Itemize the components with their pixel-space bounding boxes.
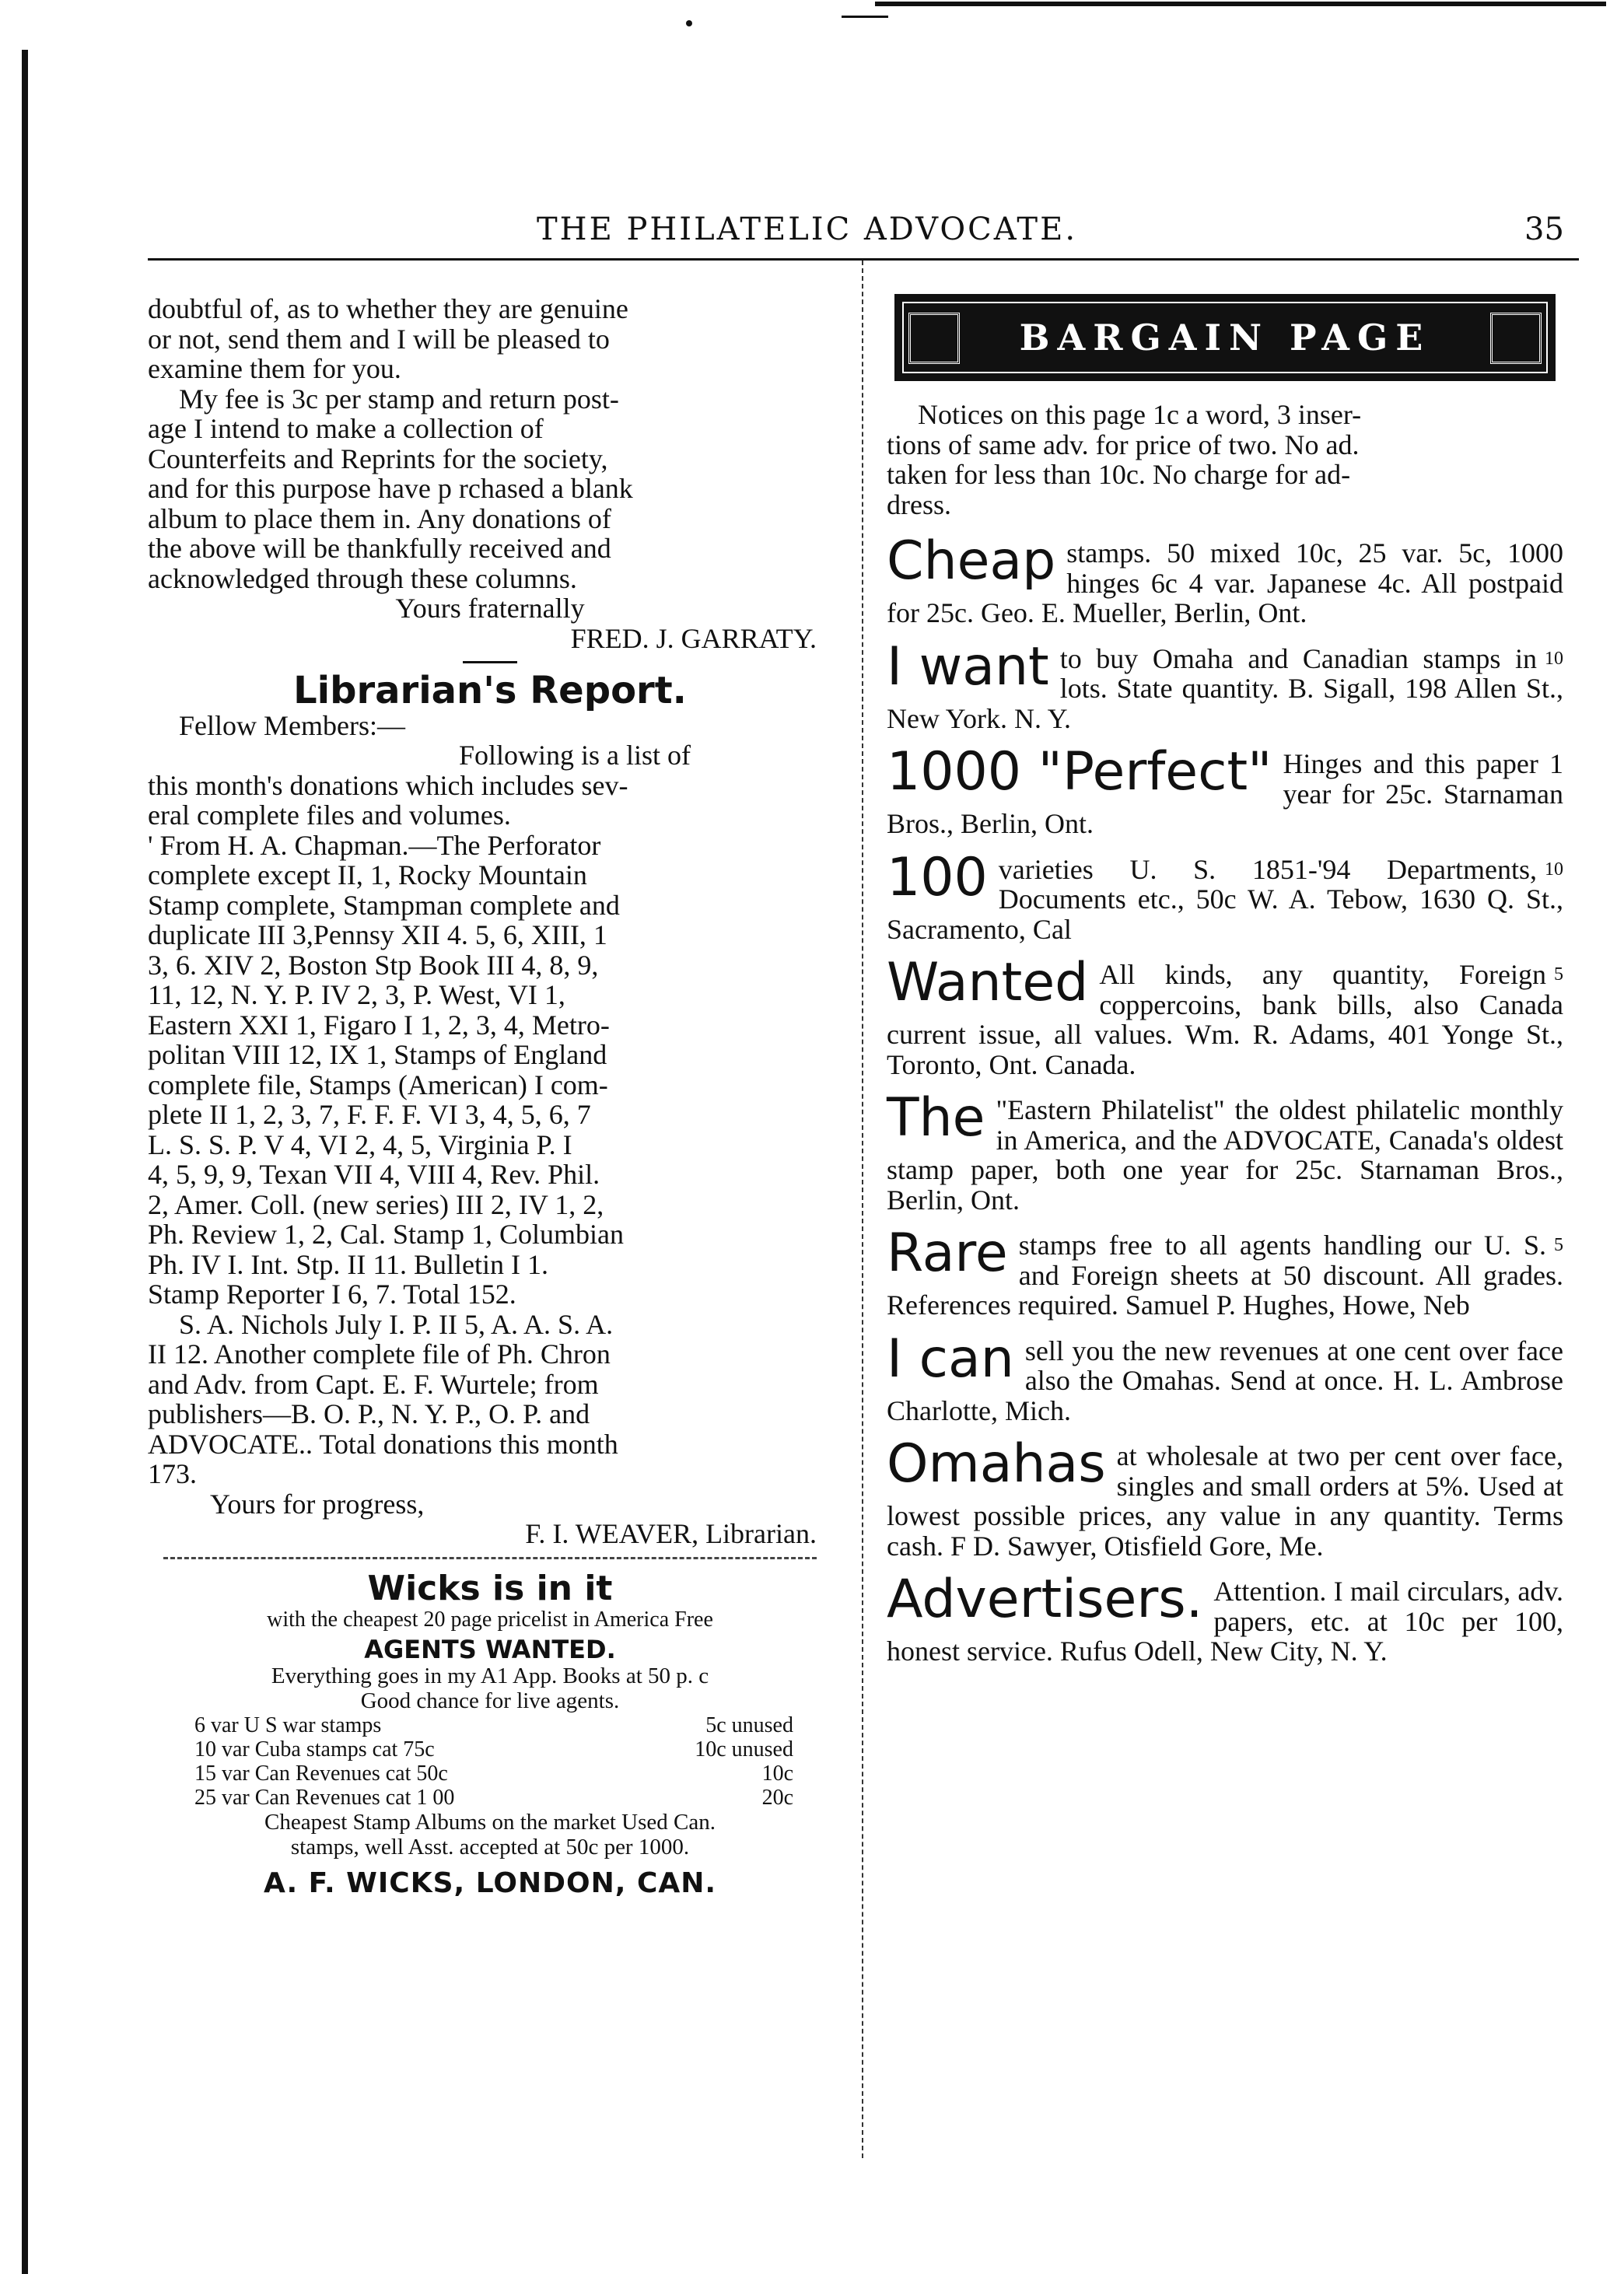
classified-ad bbox=[887, 1569, 1563, 1667]
classified-ad bbox=[887, 1328, 1563, 1426]
ad-mark: 10 bbox=[1545, 648, 1563, 669]
ad-lead-word: Omahas bbox=[887, 1433, 1106, 1495]
price-value: 5c unused bbox=[705, 1712, 793, 1737]
text-line: complete file, Stamps (American) I com- bbox=[148, 1069, 608, 1100]
wicks-line: Everything goes in my A1 App. Books at 50 p. c bbox=[271, 1663, 709, 1688]
closing: Yours fraternally bbox=[395, 593, 585, 624]
classified-ad bbox=[887, 952, 1563, 1080]
classified-ad bbox=[887, 1087, 1563, 1216]
ad-text: to buy Omaha and Canadian stamps in lots. State quantity. B. Sigall, 198 Allen St., New York. N. Y. bbox=[887, 642, 1563, 734]
ad-text: stamps free to all agents handling our U. S. and Foreign sheets at 50 discount. All grades. References required. Samuel P. Hughes, Howe, Neb bbox=[887, 1230, 1563, 1321]
text-line: publishers—B. O. P., N. Y. P., O. P. and bbox=[148, 1398, 590, 1429]
text-line: album to place them in. Any donations of bbox=[148, 502, 611, 534]
ad-mark: 10 bbox=[1545, 859, 1563, 880]
classified-ad bbox=[887, 635, 1563, 734]
wicks-title: Wicks is in it bbox=[367, 1568, 613, 1608]
classified-ad bbox=[887, 846, 1563, 945]
ad-mark: 5 bbox=[1554, 1235, 1563, 1255]
print-mark bbox=[842, 16, 888, 18]
price-row bbox=[148, 1786, 832, 1810]
wicks-line: Good chance for live agents. bbox=[360, 1688, 620, 1713]
ad-lead-word: The bbox=[887, 1087, 985, 1149]
text-line: the above will be thankfully received and bbox=[148, 533, 611, 564]
wicks-footer: stamps, well Asst. accepted at 50c per 1000. bbox=[290, 1834, 690, 1859]
price-item: 25 var Can Revenues cat 1 00 bbox=[194, 1785, 455, 1810]
librarian-body bbox=[148, 740, 832, 1489]
text-line: and for this purpose have p rchased a blank bbox=[148, 473, 633, 504]
text-line: dress. bbox=[887, 488, 951, 520]
ad-text: at wholesale at two per cent over face, singles and small orders at 5%. Used at lowest possible prices, any value in any quantity. Terms cash. F D. Sawyer, Otisfield Gore, Me. bbox=[887, 1440, 1563, 1562]
text-line: complete except II, 1, Rocky Mountain bbox=[148, 859, 587, 890]
price-value: 20c bbox=[761, 1785, 793, 1810]
text-line: ADVOCATE.. Total donations this month bbox=[148, 1428, 618, 1460]
text-line: 4, 5, 9, 9, Texan VII 4, VIII 4, Rev. Phil. bbox=[148, 1159, 600, 1190]
price-row bbox=[148, 1713, 832, 1737]
ad-text: varieties U. S. 1851-'94 Departments, Documents etc., 50c W. A. Tebow, 1630 Q. St., Sacramento, Cal bbox=[887, 853, 1563, 945]
ad-lead-word: Cheap bbox=[887, 530, 1056, 592]
intro-paragraph bbox=[148, 294, 832, 384]
text-line: My fee is 3c per stamp and return post- bbox=[179, 383, 619, 415]
text-line: Stamp Reporter I 6, 7. Total 152. bbox=[148, 1279, 516, 1310]
text-line: age I intend to make a collection of bbox=[148, 413, 544, 444]
wicks-advertisement bbox=[148, 1570, 832, 1899]
wicks-subtitle: with the cheapest 20 page pricelist in America Free bbox=[267, 1607, 713, 1632]
fee-paragraph bbox=[148, 384, 832, 594]
banner-text: BARGAIN PAGE bbox=[1019, 316, 1431, 359]
text-line: 3, 6. XIV 2, Boston Stp Book III 4, 8, 9, bbox=[148, 949, 599, 981]
ad-mark: 5 bbox=[1554, 964, 1563, 985]
classified-ad bbox=[887, 1433, 1563, 1562]
text-line: ' From H. A. Chapman.—The Perforator bbox=[148, 829, 601, 861]
text-line: politan VIII 12, IX 1, Stamps of England bbox=[148, 1039, 607, 1070]
section-rule bbox=[463, 661, 517, 663]
ornament-icon bbox=[908, 313, 960, 364]
text-line: 173. bbox=[148, 1458, 197, 1489]
left-margin-rule bbox=[22, 50, 28, 2274]
top-rule bbox=[875, 2, 1606, 6]
text-line: 11, 12, N. Y. P. IV 2, 3, P. West, VI 1, bbox=[148, 979, 565, 1010]
text-line: plete II 1, 2, 3, 7, F. F. F. VI 3, 4, 5, 6, 7 bbox=[148, 1099, 591, 1130]
price-value: 10c bbox=[761, 1761, 793, 1786]
ad-lead-word: I can bbox=[887, 1328, 1014, 1390]
ad-text: stamps. 50 mixed 10c, 25 var. 5c, 1000 hinges 6c 4 var. Japanese 4c. All postpaid for 25c. Geo. E. Mueller, Berlin, Ont. bbox=[887, 537, 1563, 628]
text-line: Stamp complete, Stampman complete and bbox=[148, 889, 620, 921]
ornament-icon bbox=[1490, 313, 1542, 364]
text-line: duplicate III 3,Pennsy XII 4. 5, 6, XIII, 1 bbox=[148, 919, 607, 950]
text-line: L. S. S. P. V 4, VI 2, 4, 5, Virginia P. I bbox=[148, 1128, 572, 1160]
column-divider bbox=[862, 261, 865, 2158]
text-line: doubtful of, as to whether they are genuine bbox=[148, 293, 628, 324]
librarian-report-title: Librarian's Report. bbox=[293, 669, 687, 712]
text-line: Counterfeits and Reprints for the society, bbox=[148, 443, 608, 474]
ad-text: Hinges and this paper 1 year for 25c. Starnaman Bros., Berlin, Ont. bbox=[887, 748, 1563, 839]
page-number: 35 bbox=[1524, 212, 1564, 247]
text-line: S. A. Nichols July I. P. II 5, A. A. S. A. bbox=[179, 1308, 614, 1340]
ad-lead-word: Advertisers. bbox=[887, 1569, 1203, 1630]
librarian-salutation: Fellow Members:— bbox=[179, 709, 405, 741]
text-line: Following is a list of bbox=[459, 740, 691, 771]
classified-ad bbox=[887, 1223, 1563, 1321]
price-item: 15 var Can Revenues cat 50c bbox=[194, 1761, 448, 1786]
text-line: acknowledged through these columns. bbox=[148, 562, 577, 594]
price-item: 6 var U S war stamps bbox=[194, 1712, 382, 1737]
ad-lead-word: I want bbox=[887, 635, 1049, 698]
classified-ad bbox=[887, 741, 1563, 839]
text-line: Ph. Review 1, 2, Cal. Stamp 1, Columbian bbox=[148, 1219, 624, 1250]
price-row bbox=[148, 1761, 832, 1786]
page-header-title: THE PHILATELIC ADVOCATE. bbox=[537, 212, 1078, 247]
agents-wanted: AGENTS WANTED. bbox=[364, 1634, 616, 1664]
signature: FRED. J. GARRATY. bbox=[570, 622, 817, 654]
right-column bbox=[887, 294, 1563, 1682]
librarian-signature: F. I. WEAVER, Librarian. bbox=[525, 1518, 817, 1549]
text-line: examine them for you. bbox=[148, 353, 401, 384]
text-line: taken for less than 10c. No charge for ad- bbox=[887, 459, 1351, 490]
ad-text: "Eastern Philatelist" the oldest philatelic monthly in America, and the ADVOCATE, Canada's oldest stamp paper, both one year for 25c. Starnaman Bros., Berlin, Ont. bbox=[887, 1094, 1563, 1216]
bargain-page-banner bbox=[894, 294, 1556, 381]
price-row bbox=[148, 1737, 832, 1761]
print-dot bbox=[686, 20, 692, 26]
text-line: Notices on this page 1c a word, 3 inser- bbox=[918, 399, 1362, 430]
ad-lead-word: Wanted bbox=[887, 952, 1089, 1013]
price-item: 10 var Cuba stamps cat 75c bbox=[194, 1737, 435, 1761]
text-line: Eastern XXI 1, Figaro I 1, 2, 3, 4, Metro- bbox=[148, 1009, 610, 1041]
classified-ad bbox=[887, 530, 1563, 628]
text-line: or not, send them and I will be pleased to bbox=[148, 323, 610, 355]
price-value: 10c unused bbox=[695, 1737, 793, 1761]
left-column bbox=[148, 294, 832, 1898]
ad-text: Attention. I mail circulars, adv. papers, etc. at 10c per 100, honest service. Rufus Odell, New City, N. Y. bbox=[887, 1576, 1563, 1667]
text-line: and Adv. from Capt. E. F. Wurtele; from bbox=[148, 1368, 599, 1400]
ad-lead-word: 100 bbox=[887, 846, 988, 908]
text-line: tions of same adv. for price of two. No ad. bbox=[887, 429, 1360, 460]
librarian-closing: Yours for progress, bbox=[210, 1488, 425, 1520]
wicks-footer: Cheapest Stamp Albums on the market Used Can. bbox=[264, 1809, 716, 1835]
text-line: 2, Amer. Coll. (new series) III 2, IV 1, 2, bbox=[148, 1188, 604, 1220]
ad-text: All kinds, any quantity, Foreign coppercoins, bank bills, also Canada current issue, all values. Wm. R. Adams, 401 Yonge St., Toronto, Ont. Canada. bbox=[887, 959, 1563, 1080]
text-line: this month's donations which includes sev- bbox=[148, 769, 628, 801]
text-line: II 12. Another complete file of Ph. Chron bbox=[148, 1338, 611, 1370]
text-line: eral complete files and volumes. bbox=[148, 799, 511, 831]
wicks-address: A. F. WICKS, LONDON, CAN. bbox=[263, 1866, 717, 1899]
section-divider bbox=[163, 1557, 817, 1559]
text-line: Ph. IV I. Int. Stp. II 11. Bulletin I 1. bbox=[148, 1248, 548, 1280]
ad-lead-word: 1000 "Perfect" bbox=[887, 741, 1272, 803]
ad-lead-word: Rare bbox=[887, 1223, 1008, 1284]
notice-paragraph bbox=[887, 400, 1563, 520]
ad-text: sell you the new revenues at one cent over face also the Omahas. Send at once. H. L. Ambrose Charlotte, Mich. bbox=[887, 1335, 1563, 1426]
